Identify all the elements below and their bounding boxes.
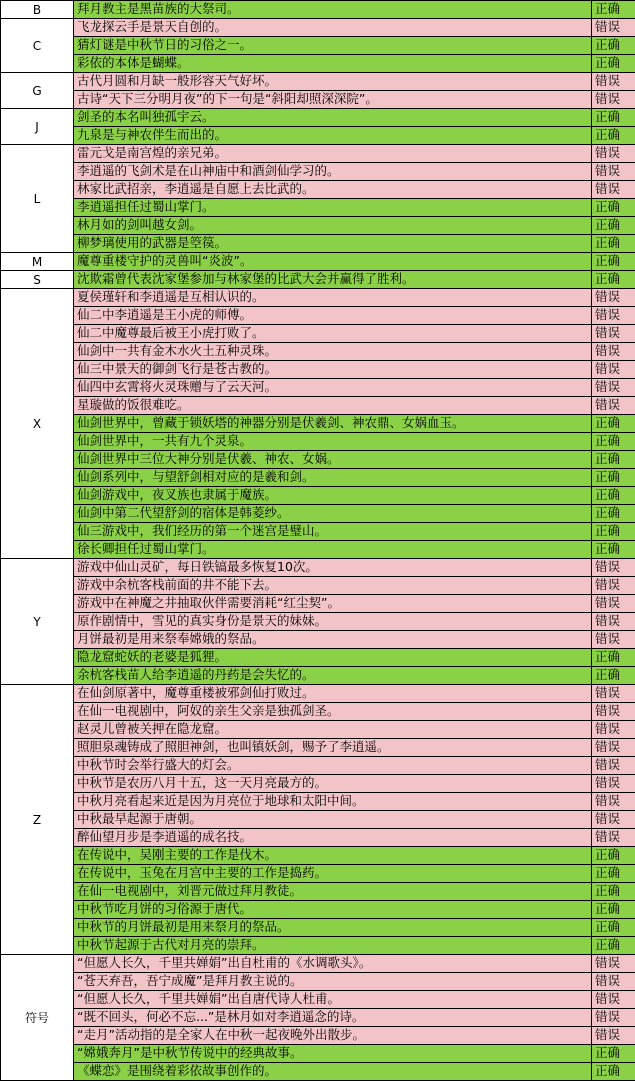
table-row	[1, 829, 635, 847]
question-cell: 中秋节吃月饼的习俗源于唐代。	[74, 901, 592, 919]
table-row	[1, 199, 635, 217]
question-cell: 沈欺霜曾代表沈家堡参加与林家堡的比武大会并赢得了胜利。	[74, 271, 592, 289]
answer-cell: 错误	[592, 379, 635, 397]
table-row	[1, 973, 635, 991]
table-row	[1, 775, 635, 793]
group-letter-cell: M	[1, 253, 74, 271]
table-row	[1, 847, 635, 865]
table-row	[1, 721, 635, 739]
question-cell: 仙剑世界中，一共有九个灵泉。	[74, 433, 592, 451]
answer-cell: 正确	[592, 1045, 635, 1063]
answer-cell: 错误	[592, 289, 635, 307]
table-row	[1, 811, 635, 829]
question-cell: 拜月教主是黑苗族的大祭司。	[74, 1, 592, 19]
answer-cell: 错误	[592, 793, 635, 811]
answer-cell: 正确	[592, 901, 635, 919]
answer-cell: 正确	[592, 919, 635, 937]
answer-cell: 错误	[592, 595, 635, 613]
question-cell: 中秋节起源于古代对月亮的崇拜。	[74, 937, 592, 955]
answer-cell: 错误	[592, 721, 635, 739]
answer-cell: 正确	[592, 523, 635, 541]
answer-cell: 错误	[592, 757, 635, 775]
question-cell: 彩依的本体是蝴蝶。	[74, 55, 592, 73]
question-cell: 林家比武招亲，李逍遥是自愿上去比武的。	[74, 181, 592, 199]
table-row	[1, 685, 635, 703]
question-cell: 仙剑游戏中，夜叉族也隶属于魔族。	[74, 487, 592, 505]
table-row	[1, 793, 635, 811]
question-cell: 魔尊重楼守护的灵兽叫“炎波”。	[74, 253, 592, 271]
answer-cell: 正确	[592, 865, 635, 883]
table-row	[1, 235, 635, 253]
table-row	[1, 109, 635, 127]
question-cell: 林月如的剑叫越女剑。	[74, 217, 592, 235]
answer-cell: 错误	[592, 811, 635, 829]
group-letter-cell: G	[1, 73, 74, 109]
table-row	[1, 955, 635, 973]
question-cell: “既不回头，何必不忘...”是林月如对李逍遥念的诗。	[74, 1009, 592, 1027]
table-row	[1, 757, 635, 775]
answer-cell: 错误	[592, 1009, 635, 1027]
answer-cell: 错误	[592, 829, 635, 847]
question-cell: 徐长卿担任过蜀山掌门。	[74, 541, 592, 559]
question-cell: 余杭客栈苗人给李逍遥的丹药是会失忆的。	[74, 667, 592, 685]
question-cell: “走月”活动指的是全家人在中秋一起夜晚外出散步。	[74, 1027, 592, 1045]
question-cell: 仙剑中一共有金木水火土五种灵珠。	[74, 343, 592, 361]
table-row	[1, 883, 635, 901]
answer-cell: 正确	[592, 649, 635, 667]
answer-cell: 正确	[592, 505, 635, 523]
group-letter-cell: B	[1, 1, 74, 19]
answer-cell: 错误	[592, 1027, 635, 1045]
answer-cell: 错误	[592, 991, 635, 1009]
table-row	[1, 613, 635, 631]
group-letter-cell: X	[1, 289, 74, 559]
question-cell: 《蝶恋》是围绕着彩依故事创作的。	[74, 1063, 592, 1081]
table-row	[1, 37, 635, 55]
question-cell: “苍天弃吾，吾宁成魔”是拜月教主说的。	[74, 973, 592, 991]
question-cell: 飞龙探云手是景天自创的。	[74, 19, 592, 37]
answer-cell: 正确	[592, 1, 635, 19]
answer-cell: 错误	[592, 775, 635, 793]
table-row	[1, 289, 635, 307]
group-letter-cell: Z	[1, 685, 74, 955]
answer-cell: 正确	[592, 541, 635, 559]
answer-cell: 正确	[592, 1063, 635, 1081]
question-cell: 猜灯谜是中秋节日的习俗之一。	[74, 37, 592, 55]
table-row	[1, 1045, 635, 1063]
question-cell: 中秋月亮看起来近是因为月亮位于地球和太阳中间。	[74, 793, 592, 811]
question-cell: 照胆泉魂铸成了照胆神剑，也叫镇妖剑，赐予了李逍遥。	[74, 739, 592, 757]
answer-cell: 正确	[592, 271, 635, 289]
table-row	[1, 433, 635, 451]
table-row	[1, 631, 635, 649]
question-cell: 游戏中在神魔之井抽取伙伴需要消耗“红尘契”。	[74, 595, 592, 613]
question-cell: 古代月圆和月缺一般形容天气好坏。	[74, 73, 592, 91]
question-cell: “但愿人长久，千里共婵娟”出自杜甫的《水调歌头》。	[74, 955, 592, 973]
table-row	[1, 739, 635, 757]
answer-cell: 错误	[592, 973, 635, 991]
answer-cell: 正确	[592, 37, 635, 55]
question-cell: 仙三中景天的御剑飞行是苍古教的。	[74, 361, 592, 379]
answer-cell: 正确	[592, 109, 635, 127]
table-row	[1, 397, 635, 415]
table-row	[1, 19, 635, 37]
question-cell: 古诗“天下三分明月夜”的下一句是“斜阳却照深深院”。	[74, 91, 592, 109]
answer-cell: 错误	[592, 631, 635, 649]
table-row	[1, 379, 635, 397]
group-letter-cell: J	[1, 109, 74, 145]
group-letter-cell: C	[1, 19, 74, 73]
answer-cell: 错误	[592, 397, 635, 415]
group-letter-cell: S	[1, 271, 74, 289]
table-row	[1, 937, 635, 955]
question-cell: 游戏中余杭客栈前面的井不能下去。	[74, 577, 592, 595]
question-cell: 仙四中玄霄将火灵珠赠与了云天河。	[74, 379, 592, 397]
table-row	[1, 325, 635, 343]
answer-cell: 正确	[592, 253, 635, 271]
question-cell: 在仙一电视剧中，阿奴的亲生父亲是独孤剑圣。	[74, 703, 592, 721]
table-row	[1, 1063, 635, 1081]
answer-cell: 正确	[592, 667, 635, 685]
table-row	[1, 127, 635, 145]
table-row	[1, 361, 635, 379]
question-cell: 李逍遥担任过蜀山掌门。	[74, 199, 592, 217]
table-row	[1, 667, 635, 685]
table-row	[1, 253, 635, 271]
table-row	[1, 415, 635, 433]
table-row	[1, 469, 635, 487]
answer-cell: 错误	[592, 703, 635, 721]
quiz-answer-table-body	[1, 1, 635, 1081]
question-cell: 仙剑世界中三位大神分别是伏羲、神农、女娲。	[74, 451, 592, 469]
table-row	[1, 901, 635, 919]
group-letter-cell: 符号	[1, 955, 74, 1081]
question-cell: 仙剑系列中，与望舒剑相对应的是羲和剑。	[74, 469, 592, 487]
question-cell: 在仙剑原著中，魔尊重楼被邪剑仙打败过。	[74, 685, 592, 703]
question-cell: 中秋最早起源于唐朝。	[74, 811, 592, 829]
question-cell: 醉仙望月步是李逍遥的成名技。	[74, 829, 592, 847]
group-letter-cell: Y	[1, 559, 74, 685]
table-row	[1, 541, 635, 559]
question-cell: 仙二中魔尊最后被王小虎打败了。	[74, 325, 592, 343]
answer-cell: 错误	[592, 19, 635, 37]
answer-cell: 错误	[592, 325, 635, 343]
question-cell: 赵灵儿曾被关押在隐龙窟。	[74, 721, 592, 739]
answer-cell: 正确	[592, 847, 635, 865]
question-cell: 雷元戈是南宫煌的亲兄弟。	[74, 145, 592, 163]
table-row	[1, 703, 635, 721]
question-cell: 中秋节是农历八月十五，这一天月亮最方的。	[74, 775, 592, 793]
answer-cell: 错误	[592, 559, 635, 577]
table-row	[1, 595, 635, 613]
question-cell: 在传说中，吴刚主要的工作是伐木。	[74, 847, 592, 865]
table-row	[1, 919, 635, 937]
question-cell: 仙剑中第二代望舒剑的宿体是韩菱纱。	[74, 505, 592, 523]
answer-cell: 错误	[592, 73, 635, 91]
answer-cell: 正确	[592, 469, 635, 487]
table-row	[1, 55, 635, 73]
table-row	[1, 523, 635, 541]
question-cell: 九泉是与神农伴生而出的。	[74, 127, 592, 145]
question-cell: 在仙一电视剧中，刘晋元做过拜月教徒。	[74, 883, 592, 901]
answer-cell: 正确	[592, 127, 635, 145]
table-row	[1, 181, 635, 199]
question-cell: 原作剧情中，雪见的真实身份是景天的妹妹。	[74, 613, 592, 631]
answer-cell: 错误	[592, 577, 635, 595]
question-cell: 夏侯瑾轩和李逍遥是互相认识的。	[74, 289, 592, 307]
answer-cell: 正确	[592, 487, 635, 505]
table-row	[1, 217, 635, 235]
table-row	[1, 1, 635, 19]
question-cell: 仙二中李逍遥是王小虎的师傅。	[74, 307, 592, 325]
table-row	[1, 865, 635, 883]
answer-cell: 正确	[592, 55, 635, 73]
answer-cell: 错误	[592, 955, 635, 973]
answer-cell: 错误	[592, 361, 635, 379]
answer-cell: 正确	[592, 199, 635, 217]
table-row	[1, 487, 635, 505]
answer-cell: 错误	[592, 307, 635, 325]
table-row	[1, 1009, 635, 1027]
question-cell: 在传说中，玉兔在月宫中主要的工作是捣药。	[74, 865, 592, 883]
question-cell: 隐龙窟蛇妖的老婆是狐狸。	[74, 649, 592, 667]
answer-cell: 错误	[592, 181, 635, 199]
answer-cell: 正确	[592, 235, 635, 253]
group-letter-cell: L	[1, 145, 74, 253]
answer-cell: 错误	[592, 163, 635, 181]
question-cell: 仙三游戏中，我们经历的第一个迷宫是璧山。	[74, 523, 592, 541]
table-row	[1, 145, 635, 163]
table-row	[1, 307, 635, 325]
table-row	[1, 91, 635, 109]
table-row	[1, 559, 635, 577]
answer-cell: 正确	[592, 937, 635, 955]
answer-cell: 正确	[592, 451, 635, 469]
table-row	[1, 271, 635, 289]
answer-cell: 正确	[592, 433, 635, 451]
answer-cell: 错误	[592, 613, 635, 631]
question-cell: 李逍遥的飞剑术是在山神庙中和酒剑仙学习的。	[74, 163, 592, 181]
table-row	[1, 73, 635, 91]
question-cell: 月饼最初是用来祭奉嫦娥的祭品。	[74, 631, 592, 649]
answer-cell: 错误	[592, 685, 635, 703]
answer-cell: 错误	[592, 91, 635, 109]
question-cell: 游戏中仙山灵矿，每日铁镐最多恢复10次。	[74, 559, 592, 577]
question-cell: 中秋节时会举行盛大的灯会。	[74, 757, 592, 775]
question-cell: “但愿人长久，千里共婵娟”出自唐代诗人杜甫。	[74, 991, 592, 1009]
answer-cell: 错误	[592, 739, 635, 757]
table-row	[1, 991, 635, 1009]
table-row	[1, 163, 635, 181]
table-row	[1, 649, 635, 667]
question-cell: 剑圣的本名叫独孤宇云。	[74, 109, 592, 127]
answer-cell: 正确	[592, 217, 635, 235]
question-cell: 仙剑世界中，曾藏于锁妖塔的神器分别是伏羲剑、神农鼎、女娲血玉。	[74, 415, 592, 433]
question-cell: 柳梦璃使用的武器是箜篌。	[74, 235, 592, 253]
table-row	[1, 451, 635, 469]
table-row	[1, 1027, 635, 1045]
table-row	[1, 505, 635, 523]
table-row	[1, 343, 635, 361]
question-cell: “嫦娥奔月”是中秋节传说中的经典故事。	[74, 1045, 592, 1063]
answer-cell: 错误	[592, 145, 635, 163]
answer-cell: 正确	[592, 883, 635, 901]
answer-cell: 正确	[592, 415, 635, 433]
table-row	[1, 577, 635, 595]
answer-cell: 错误	[592, 343, 635, 361]
question-cell: 中秋节的月饼最初是用来祭月的祭品。	[74, 919, 592, 937]
question-cell: 星璇做的饭很难吃。	[74, 397, 592, 415]
